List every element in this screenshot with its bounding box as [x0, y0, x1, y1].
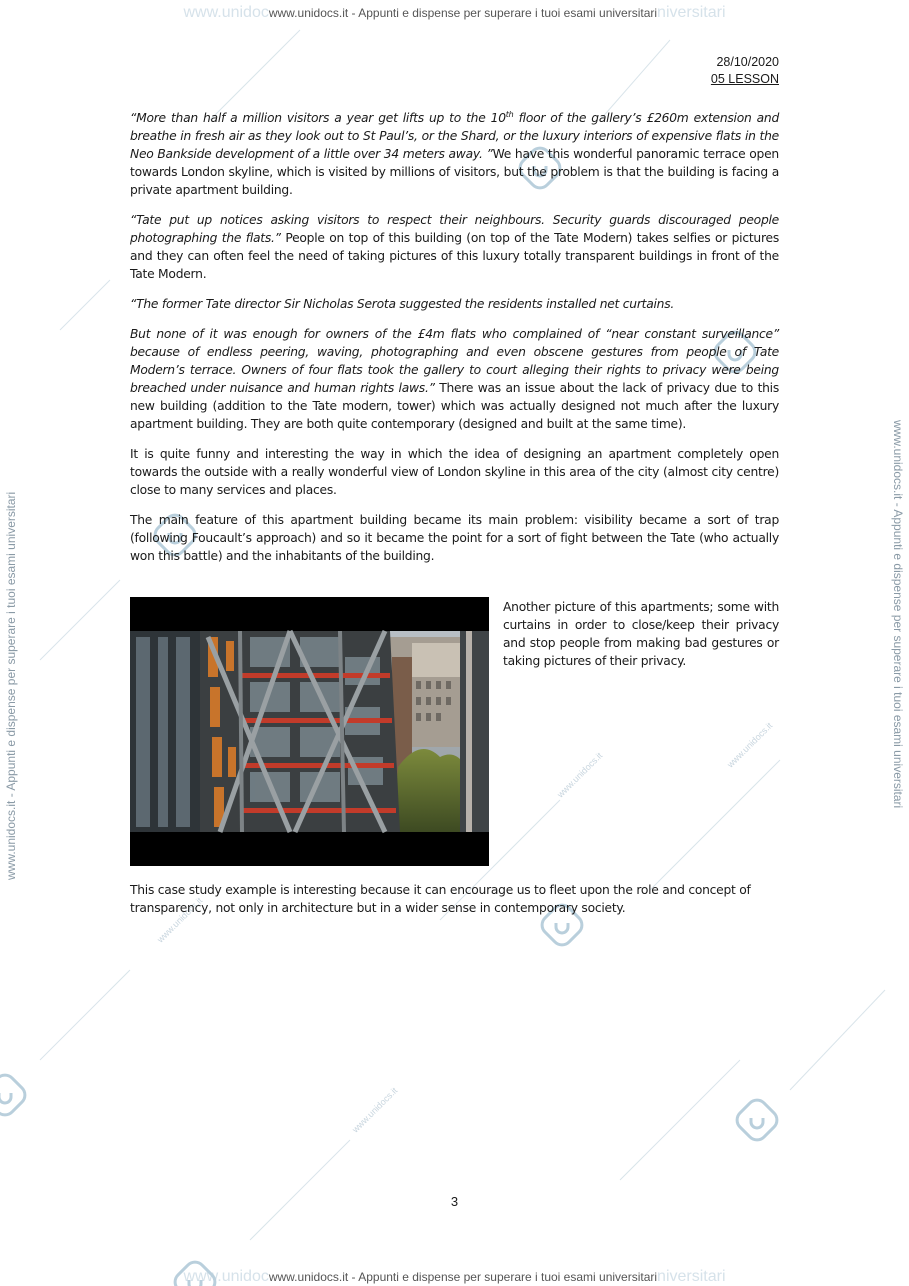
quote-text: But none of it was enough for owners of the £4m flats who complained of “near constant surveillance” because of endless peering, waving, photographing and even obscene gestures from people of Tate Modern’s terrace. Owners of four flats took the gallery to court alleging their rights to privacy were being breached under nuisance and human rights laws.”	[130, 327, 779, 396]
banner-ghost-left-bottom: www.unidoc	[183, 1268, 269, 1285]
banner-ghost-left: www.unidoc	[183, 4, 269, 21]
quote-text: floor of the gallery’s £260m extension and breathe in fresh air as they look out to St Paul’s, or the Shard, or the luxury interiors of expensive flats in the Neo Bankside development of a little over 34 meters away. ”	[130, 111, 780, 162]
document-header	[711, 54, 779, 88]
paragraph-quote-visitors	[130, 106, 779, 199]
unidocs-logo-icon	[171, 1258, 219, 1286]
bottom-banner	[0, 1268, 909, 1286]
paragraph-tate-notices	[130, 211, 779, 283]
paragraph-text: People on top of this building (on top of the Tate Modern) takes selfies or pictures and they can often feel the need of taking pictures of this luxury totally transparent buildings in front of the Tate Modern.	[130, 231, 779, 282]
photo-caption: Another picture of this apartments; some with curtains in order to close/keep their privacy and stop people from making bad gestures or taking pictures of their privacy.	[503, 600, 779, 668]
diagonal-watermark: www.unidocs.it	[555, 750, 605, 800]
closing-paragraph: This case study example is interesting because it can encourage us to fleet upon the role and concept of transparency, not only in architecture but in a wider sense in contemporary society.	[130, 883, 751, 915]
quote-text: “The former Tate director Sir Nicholas Serota suggested the residents installed net curtains.	[130, 297, 675, 312]
banner-text-bottom: www.unidocs.it - Appunti e dispense per superare i tuoi esami universitari	[268, 1270, 658, 1284]
lesson-label: 05 LESSON	[710, 72, 779, 86]
paragraph-text: We have this wonderful panoramic terrace open towards London skyline, which is visited by millions of visitors, but the problem is that the building is facing a private apartment building.	[130, 147, 779, 198]
right-side-watermark: www.unidocs.it - Appunti e dispense per superare i tuoi esami universitari	[891, 420, 905, 809]
body-text	[130, 106, 779, 577]
left-side-watermark: www.unidocs.it - Appunti e dispense per superare i tuoi esami universitari	[4, 491, 18, 880]
banner-ghost-right: niversitari	[657, 4, 726, 21]
paragraph-main-feature: The main feature of this apartment building became its main problem: visibility became a sort of trap (following Foucault’s approach) and so it became the point for a sort of fight between the Tate (who actually won this battle) and the inhabitants of the building.	[130, 513, 779, 564]
ordinal-suffix: th	[505, 110, 514, 119]
diagonal-watermark: www.unidocs.it	[155, 895, 205, 945]
unidocs-logo-icon	[0, 1071, 29, 1119]
page-number: 3	[450, 1194, 459, 1209]
paragraph-privacy-court	[130, 325, 779, 433]
apartment-photo-image	[130, 597, 489, 866]
diagonal-watermark: www.unidocs.it	[725, 720, 775, 770]
quote-text: “More than half a million visitors a year get lifts up to the 10	[130, 111, 506, 126]
diagonal-watermark: www.unidocs.it	[350, 1085, 400, 1135]
paragraph-design-idea: It is quite funny and interesting the way in which the idea of designing an apartment completely open towards the outside with a really wonderful view of London skyline in this area of the city (almost city centre) close to many services and places.	[130, 447, 779, 498]
quote-text: “Tate put up notices asking visitors to respect their neighbours. Security guards discouraged people photographing the flats.”	[130, 213, 779, 246]
paragraph-text: There was an issue about the lack of privacy due to this new building (addition to the Tate modern, tower) which was actually designed not much after the luxury apartment building. They are both quite contemporary (designed and built at the same time).	[130, 381, 780, 432]
paragraph-serota	[130, 295, 779, 313]
unidocs-logo-icon	[733, 1096, 781, 1144]
banner-text: www.unidocs.it - Appunti e dispense per superare i tuoi esami universitari	[268, 6, 658, 20]
top-banner	[0, 4, 909, 22]
document-date: 28/10/2020	[716, 55, 779, 69]
banner-ghost-right-bottom: niversitari	[657, 1268, 726, 1285]
apartment-photo	[130, 597, 489, 866]
